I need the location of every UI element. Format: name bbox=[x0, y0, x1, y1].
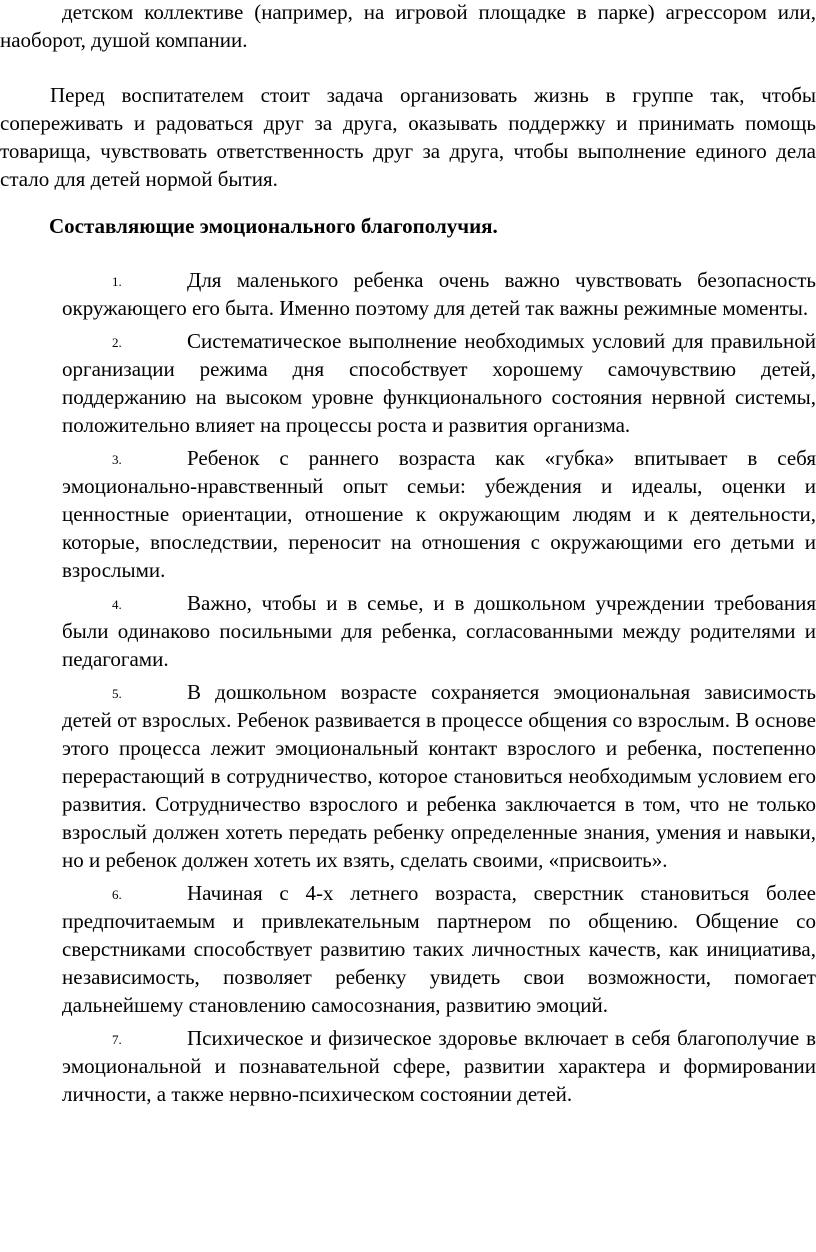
section-heading: Составляющие эмоционального благополучия. bbox=[49, 214, 498, 238]
list-item bbox=[62, 879, 816, 1019]
list-number: 5. bbox=[112, 686, 122, 701]
list-item-text: Начиная с 4-х летнего возраста, сверстник становиться более предпочитаемым и привлекательным партнером по общению. Общение со сверстниками способствует развитию таких личностных качеств, как инициатива, независимость, позволяет ребенку увидеть свои возможности, помогает дальнейшему становлению самосознания, развитию эмоций. bbox=[62, 881, 816, 1017]
list-item-text: Важно, чтобы и в семье, и в дошкольном учреждении требования были одинаково посильными для ребенка, согласованными между родителями и педагогами. bbox=[62, 591, 816, 671]
list-item-text: Для маленького ребенка очень важно чувствовать безопасность окружающего его быта. Именно поэтому для детей так важны режимные моменты. bbox=[62, 268, 816, 320]
teacher-task-paragraph: Перед воспитателем стоит задача организовать жизнь в группе так, чтобы сопереживать и радоваться друг за друга, оказывать поддержку и принимать помощь товарища, чувствовать ответственность друг за друга, чтобы выполнение единого дела стало для детей нормой бытия. bbox=[0, 83, 816, 191]
list-item bbox=[62, 327, 816, 439]
list-item bbox=[62, 1024, 816, 1108]
list-item-text: В дошкольном возрасте сохраняется эмоциональная зависимость детей от взрослых. Ребенок развивается в процессе общения со взрослым. В основе этого процесса лежит эмоциональный контакт взрослого и ребенка, постепенно перерастающий в сотрудничество, которое становиться необходимым условием его развития. Сотрудничество взрослого и ребенка заключается в том, что не только взрослый должен хотеть передать ребенку определенные знания, умения и навыки, но и ребенок должен хотеть их взять, сделать своими, «присвоить». bbox=[62, 680, 816, 872]
list-number: 1. bbox=[112, 274, 122, 289]
list-number: 7. bbox=[112, 1032, 122, 1047]
list-item bbox=[62, 266, 816, 322]
list-item bbox=[62, 589, 816, 673]
list-number: 6. bbox=[112, 887, 122, 902]
list-item-text: Психическое и физическое здоровье включает в себя благополучие в эмоциональной и познавательной сфере, развитии характера и формировании личности, а также нервно-психическом состоянии детей. bbox=[62, 1026, 816, 1106]
list-number: 4. bbox=[112, 597, 122, 612]
list-number: 2. bbox=[112, 335, 122, 350]
continuation-paragraph: детском коллективе (например, на игровой площадке в парке) агрессором или, наоборот, душой компании. bbox=[0, 0, 816, 52]
list-item-text: Ребенок с раннего возраста как «губка» впитывает в себя эмоционально-нравственный опыт семьи: убеждения и идеалы, оценки и ценностные ориентации, отношение к окружающим людям и к деятельности, которые, впоследствии, переносит на отношения с окружающими его детьми и взрослыми. bbox=[62, 446, 816, 582]
list-item bbox=[62, 444, 816, 584]
list-number: 3. bbox=[112, 452, 122, 467]
well-being-list bbox=[62, 266, 816, 1113]
list-item-text: Систематическое выполнение необходимых условий для правильной организации режима дня способствует хорошему самочувствию детей, поддержанию на высоком уровне функционального состояния нервной системы, положительно влияет на процессы роста и развития организма. bbox=[62, 329, 816, 437]
list-item bbox=[62, 678, 816, 874]
